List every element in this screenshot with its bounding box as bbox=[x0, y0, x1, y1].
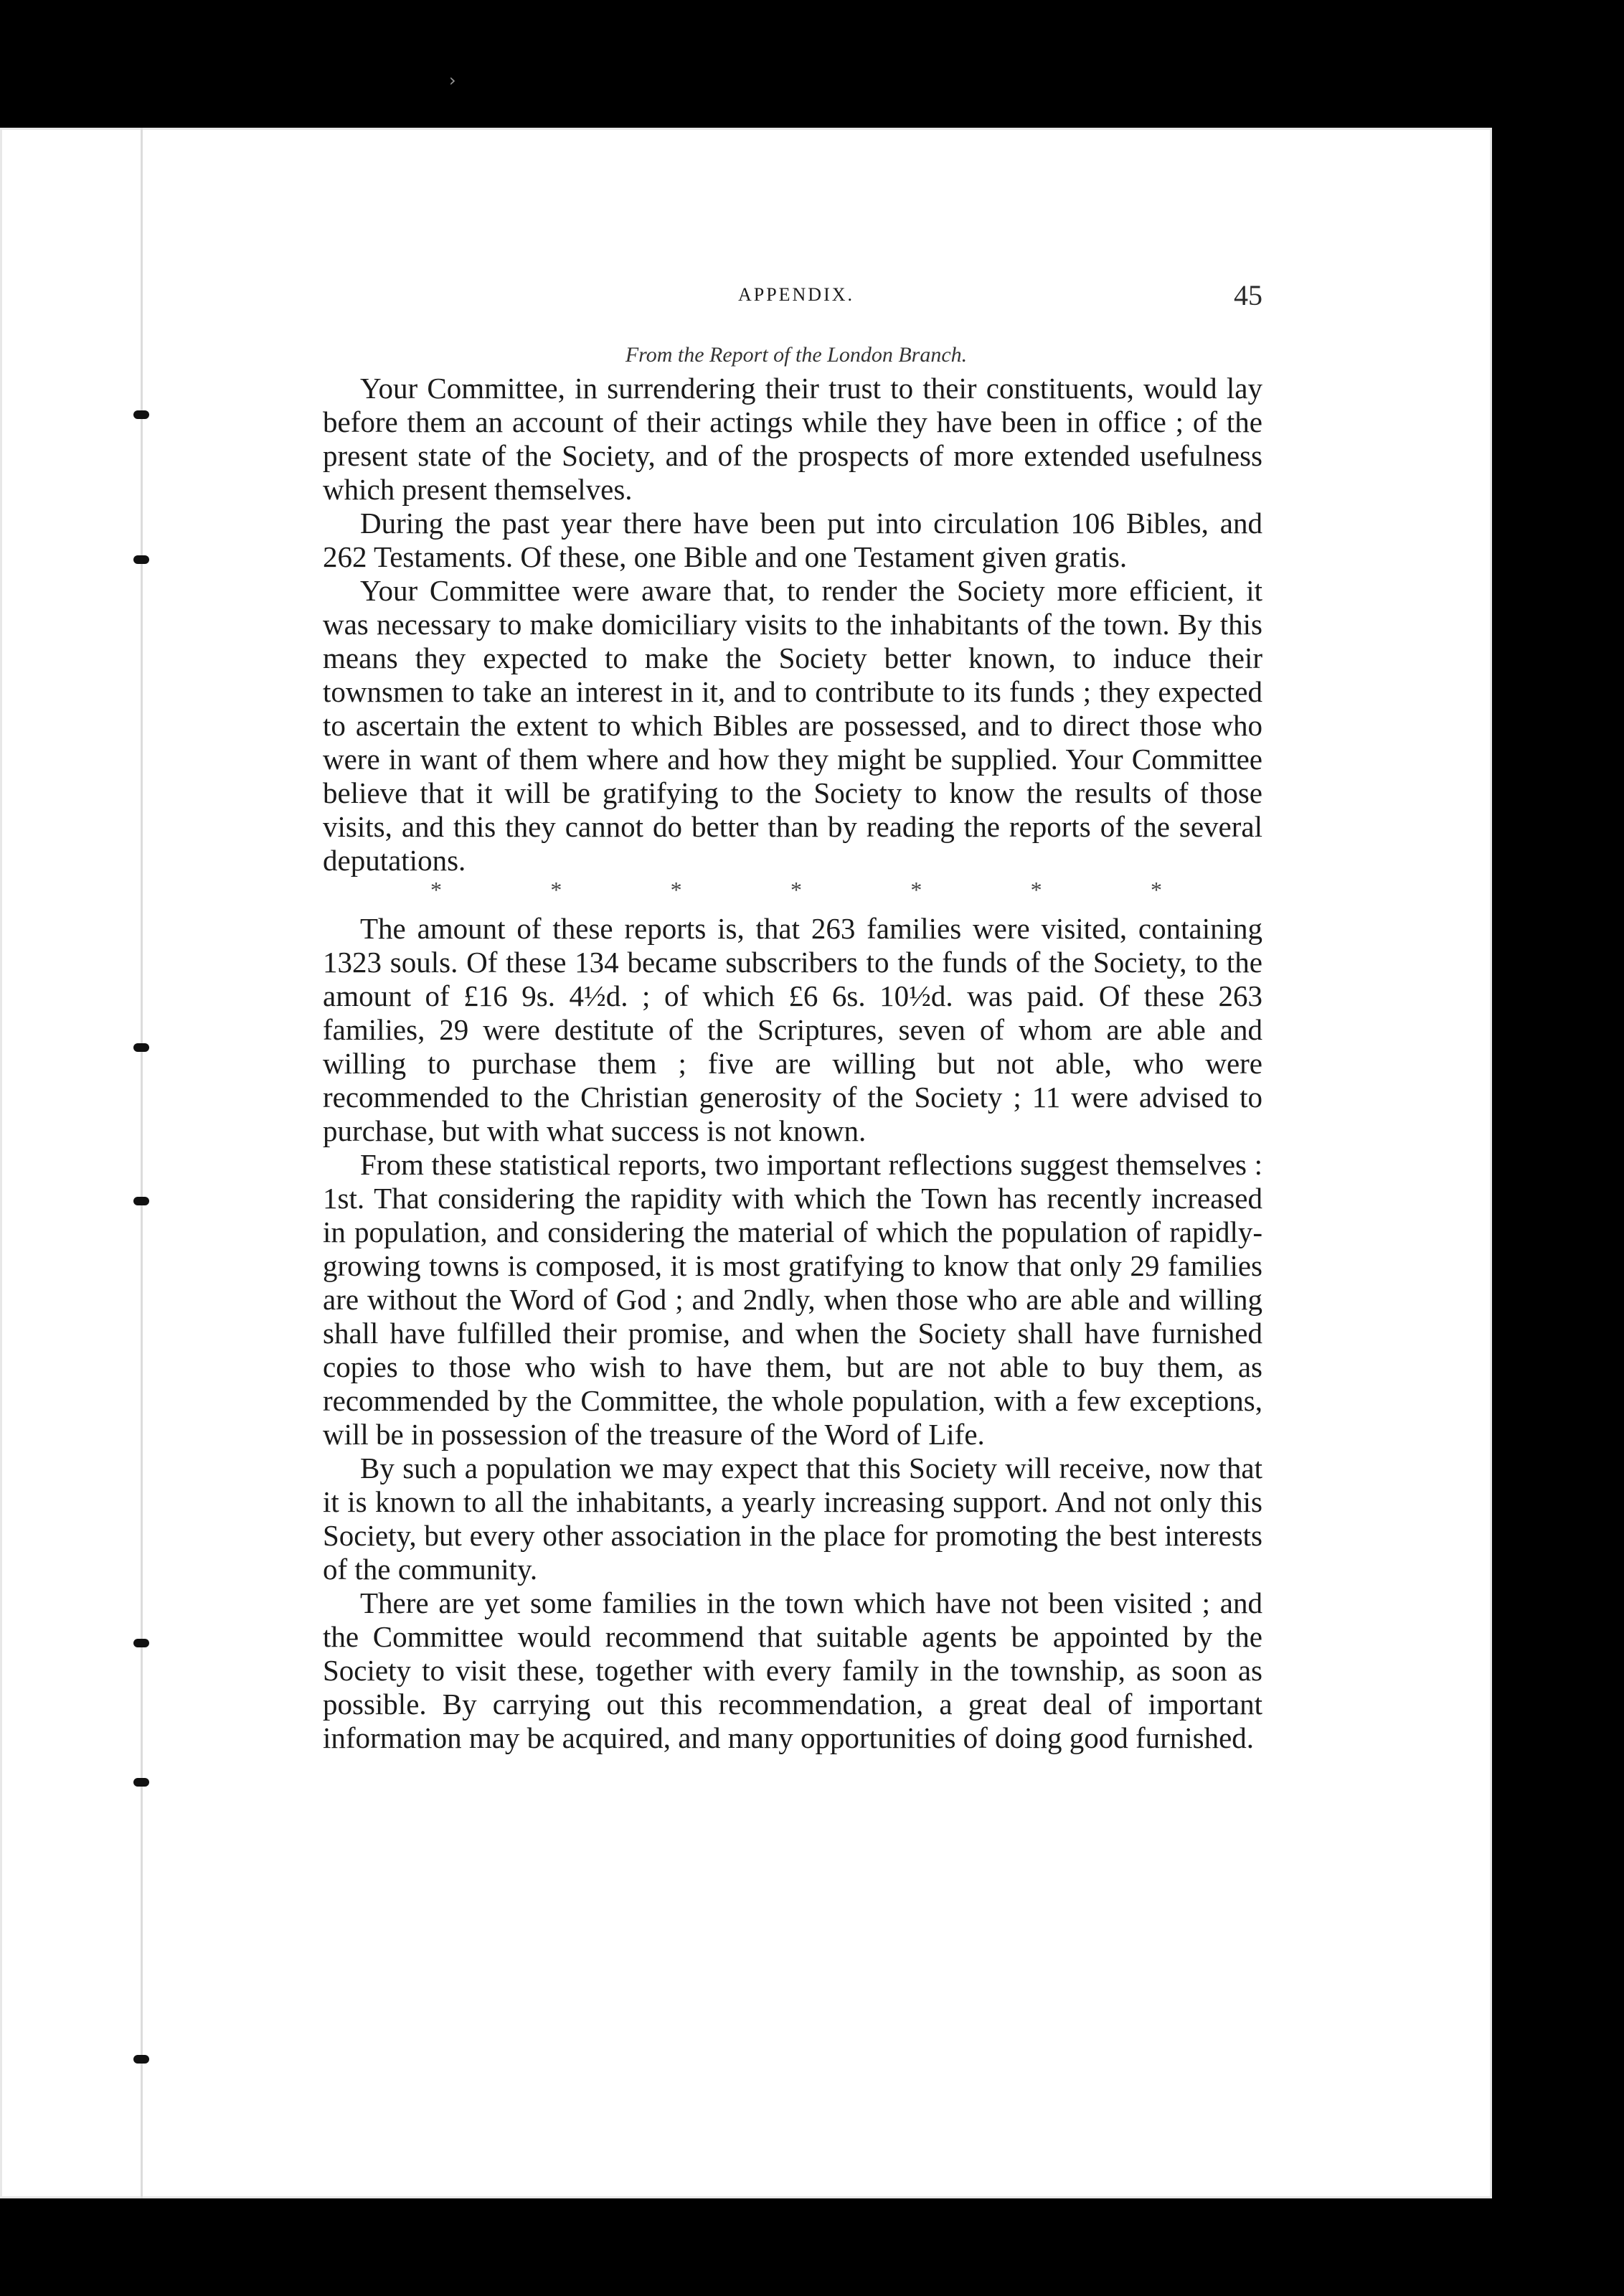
paragraph: From these statistical reports, two important reflections suggest themselves : 1st. That considering the rapidity with which the Town has recently increased in population, and considering the material of which the population of rapidly-growing towns is composed, it is most gratifying to know that only 29 families are without the Word of God ; and 2ndly, when those who are able and willing shall have fulfilled their promise, and when the Society shall have furnished copies to those who wish to have them, but are not able to buy them, as recommended by the Committee, the whole population, with a few exceptions, will be in possession of the treasure of the Word of Life. bbox=[323, 1148, 1262, 1451]
binding-mark bbox=[133, 2055, 149, 2064]
asterisk: * bbox=[670, 877, 682, 903]
binding-mark bbox=[133, 1778, 149, 1787]
binding-mark bbox=[133, 1043, 149, 1052]
paragraph: During the past year there have been put into circulation 106 Bibles, and 262 Testaments. Of these, one Bible and one Testament given gratis. bbox=[323, 507, 1262, 573]
binding-mark bbox=[133, 1197, 149, 1205]
asterisk: * bbox=[910, 877, 922, 903]
paragraph: There are yet some families in the town which have not been visited ; and the Committee would recommend that suitable agents be appointed by the Society to visit these, together with every family in the township, as soon as possible. By carrying out this recommendation, a great deal of important information may be acquired, and many opportunities of doing good furnished. bbox=[323, 1586, 1262, 1754]
paragraph: Your Committee, in surrendering their trust to their constituents, would lay before them an account of their actings while they have been in office ; of the present state of the Society, and of the prospects of more extended usefulness which present themselves. bbox=[323, 372, 1262, 506]
paragraph: Your Committee were aware that, to render the Society more efficient, it was necessary to make domiciliary visits to the inhabitants of the town. By this means they expected to make the Society better known, to induce their townsmen to take an interest in it, and to contribute to its funds ; they expected to ascertain the extent to which Bibles are possessed, and to direct those who were in want of them where and how they might be supplied. Your Committee believe that it will be gratifying to the Society to know the results of those visits, and this they cannot do better than by reading the reports of the several deputations. bbox=[323, 574, 1262, 877]
asterisk: * bbox=[550, 877, 562, 903]
paragraph: The amount of these reports is, that 263 families were visited, containing 1323 souls. Of these 134 became subscribers to the funds of the Society, to the amount of £16 9s. 4½d. ; of which £6 6s. 10½d. was paid. Of these 263 families, 29 were destitute of the Scriptures, seven of whom are able and willing to purchase them ; five are willing but not able, who were recommended to the Christian generosity of the Society ; 11 were advised to purchase, but with what success is not known. bbox=[323, 912, 1262, 1147]
book-page bbox=[0, 128, 1492, 2198]
section-subtitle: From the Report of the London Branch. bbox=[625, 343, 968, 367]
page-header bbox=[330, 278, 1262, 321]
paragraph: By such a population we may expect that this Society will receive, now that it is known to all the inhabitants, a yearly increasing support. And not only this Society, but every other association in the place for promoting the best interests of the community. bbox=[323, 1452, 1262, 1586]
asterisk: * bbox=[430, 877, 442, 903]
section-separator bbox=[430, 878, 1162, 902]
binding-mark bbox=[133, 555, 149, 564]
running-head: APPENDIX. bbox=[737, 284, 855, 305]
scan-artifact-icon: › bbox=[449, 70, 456, 90]
binding-mark bbox=[133, 1639, 149, 1647]
binding-mark bbox=[133, 410, 149, 419]
page-number: 45 bbox=[1234, 279, 1262, 311]
gutter-line bbox=[141, 128, 143, 2198]
asterisk: * bbox=[1030, 877, 1042, 903]
asterisk: * bbox=[1150, 877, 1162, 903]
asterisk: * bbox=[790, 877, 802, 903]
body-text bbox=[323, 372, 1262, 1755]
